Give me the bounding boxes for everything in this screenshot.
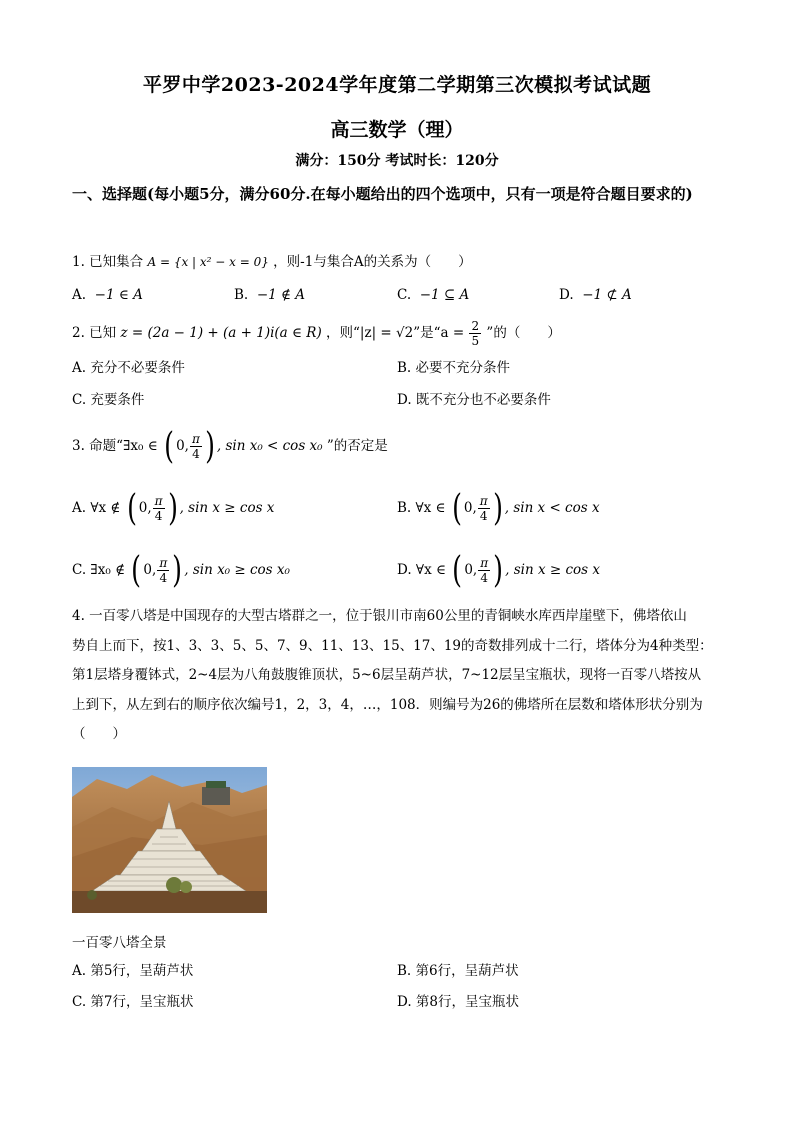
q1-option-a[interactable]: A. −1 ∈ A: [72, 287, 143, 303]
q3-option-d[interactable]: D. ∀x ∈ ( 0, $\frac{\pi}{4}$ ) , sin x ≥ cos x: [397, 549, 600, 591]
q2-option-a[interactable]: A. 充分不必要条件: [72, 360, 185, 376]
q2-option-c[interactable]: C. 充要条件: [72, 392, 145, 408]
q4-option-a[interactable]: A. 第5行，呈葫芦状: [72, 963, 194, 979]
q4-line-1: 4. 一百零八塔是中国现存的大型古塔群之一，位于银川市南60公里的青铜峡水库西岸崖壁下，佛塔依山: [72, 608, 687, 624]
q3-option-c[interactable]: C. ∃x₀ ∉ ( 0, $\frac{\pi}{4}$ ) , sin x₀ ≥ cos x₀: [72, 549, 290, 591]
photo-caption: 一百零八塔全景: [72, 935, 167, 951]
q1-suffix: ，则-1与集合A的关系为（ ）: [273, 254, 472, 270]
q4-line-2: 势自上而下，按1、3、3、5、5、7、9、11、13、15、17、19的奇数排列成十二行，塔体分为4种类型：: [72, 637, 713, 654]
q4-option-b[interactable]: B. 第6行，呈葫芦状: [397, 963, 519, 979]
exam-subtitle: 高三数学（理）: [330, 119, 464, 141]
q3-option-a[interactable]: A. ∀x ∉ ( 0, $\frac{\pi}{4}$ ) , sin x ≥ cos x: [72, 487, 275, 529]
exam-title: 平罗中学2023-2024学年度第二学期第三次模拟考试试题: [142, 74, 652, 96]
q1-prefix: 1. 已知集合: [72, 254, 144, 270]
q1-option-b[interactable]: B. −1 ∉ A: [234, 287, 306, 303]
q4-option-d[interactable]: D. 第8行，呈宝瓶状: [397, 994, 520, 1010]
q3-option-b[interactable]: B. ∀x ∈ ( 0, $\frac{\pi}{4}$ ) , sin x < cos x: [397, 487, 600, 529]
q1-set: A = {x | x² − x = 0}: [147, 255, 269, 269]
exam-score-info: 满分：150分 考试时长：120分: [295, 153, 499, 169]
q4-line-3: 第1层塔身覆钵式，2~4层为八角鼓腹锥顶状，5~6层呈葫芦状，7~12层呈宝瓶状，现将一百零八塔按从: [72, 667, 702, 683]
section-heading: 一、选择题(每小题5分，满分60分.在每小题给出的四个选项中，只有一项是符合题目要求的): [72, 185, 693, 203]
question-4: [72, 602, 732, 750]
question-1: [72, 252, 472, 272]
q4-line-4: 上到下，从左到右的顺序依次编号1，2，3，4，…，108．则编号为26的佛塔所在层数和塔体形状分别为: [72, 696, 703, 713]
q1-option-d[interactable]: D. −1 ⊄ A: [559, 287, 632, 303]
q2-option-b[interactable]: B. 必要不充分条件: [397, 360, 511, 376]
question-3: 3. 命题“∃x₀ ∈ ( 0, $\frac{\pi}{4}$ ) , sin x₀ < cos x₀ ”的否定是: [72, 425, 388, 467]
q2-expr: z = (2a − 1) + (a + 1)i(a ∈ R): [120, 325, 322, 341]
q2-option-d[interactable]: D. 既不充分也不必要条件: [397, 392, 551, 408]
q1-option-c[interactable]: C. −1 ⊆ A: [397, 287, 470, 303]
q4-line-5: （ ）: [72, 726, 126, 742]
pagoda-photo: [72, 767, 267, 913]
q2-fraction: $\frac{2}{5}$: [471, 319, 480, 348]
q4-option-c[interactable]: C. 第7行，呈宝瓶状: [72, 994, 194, 1010]
question-2: 2. 已知 z = (2a − 1) + (a + 1)i(a ∈ R) ，则“|z| = √2”是“a = $\frac{2}{5}$ ”的（ ）: [72, 319, 561, 348]
